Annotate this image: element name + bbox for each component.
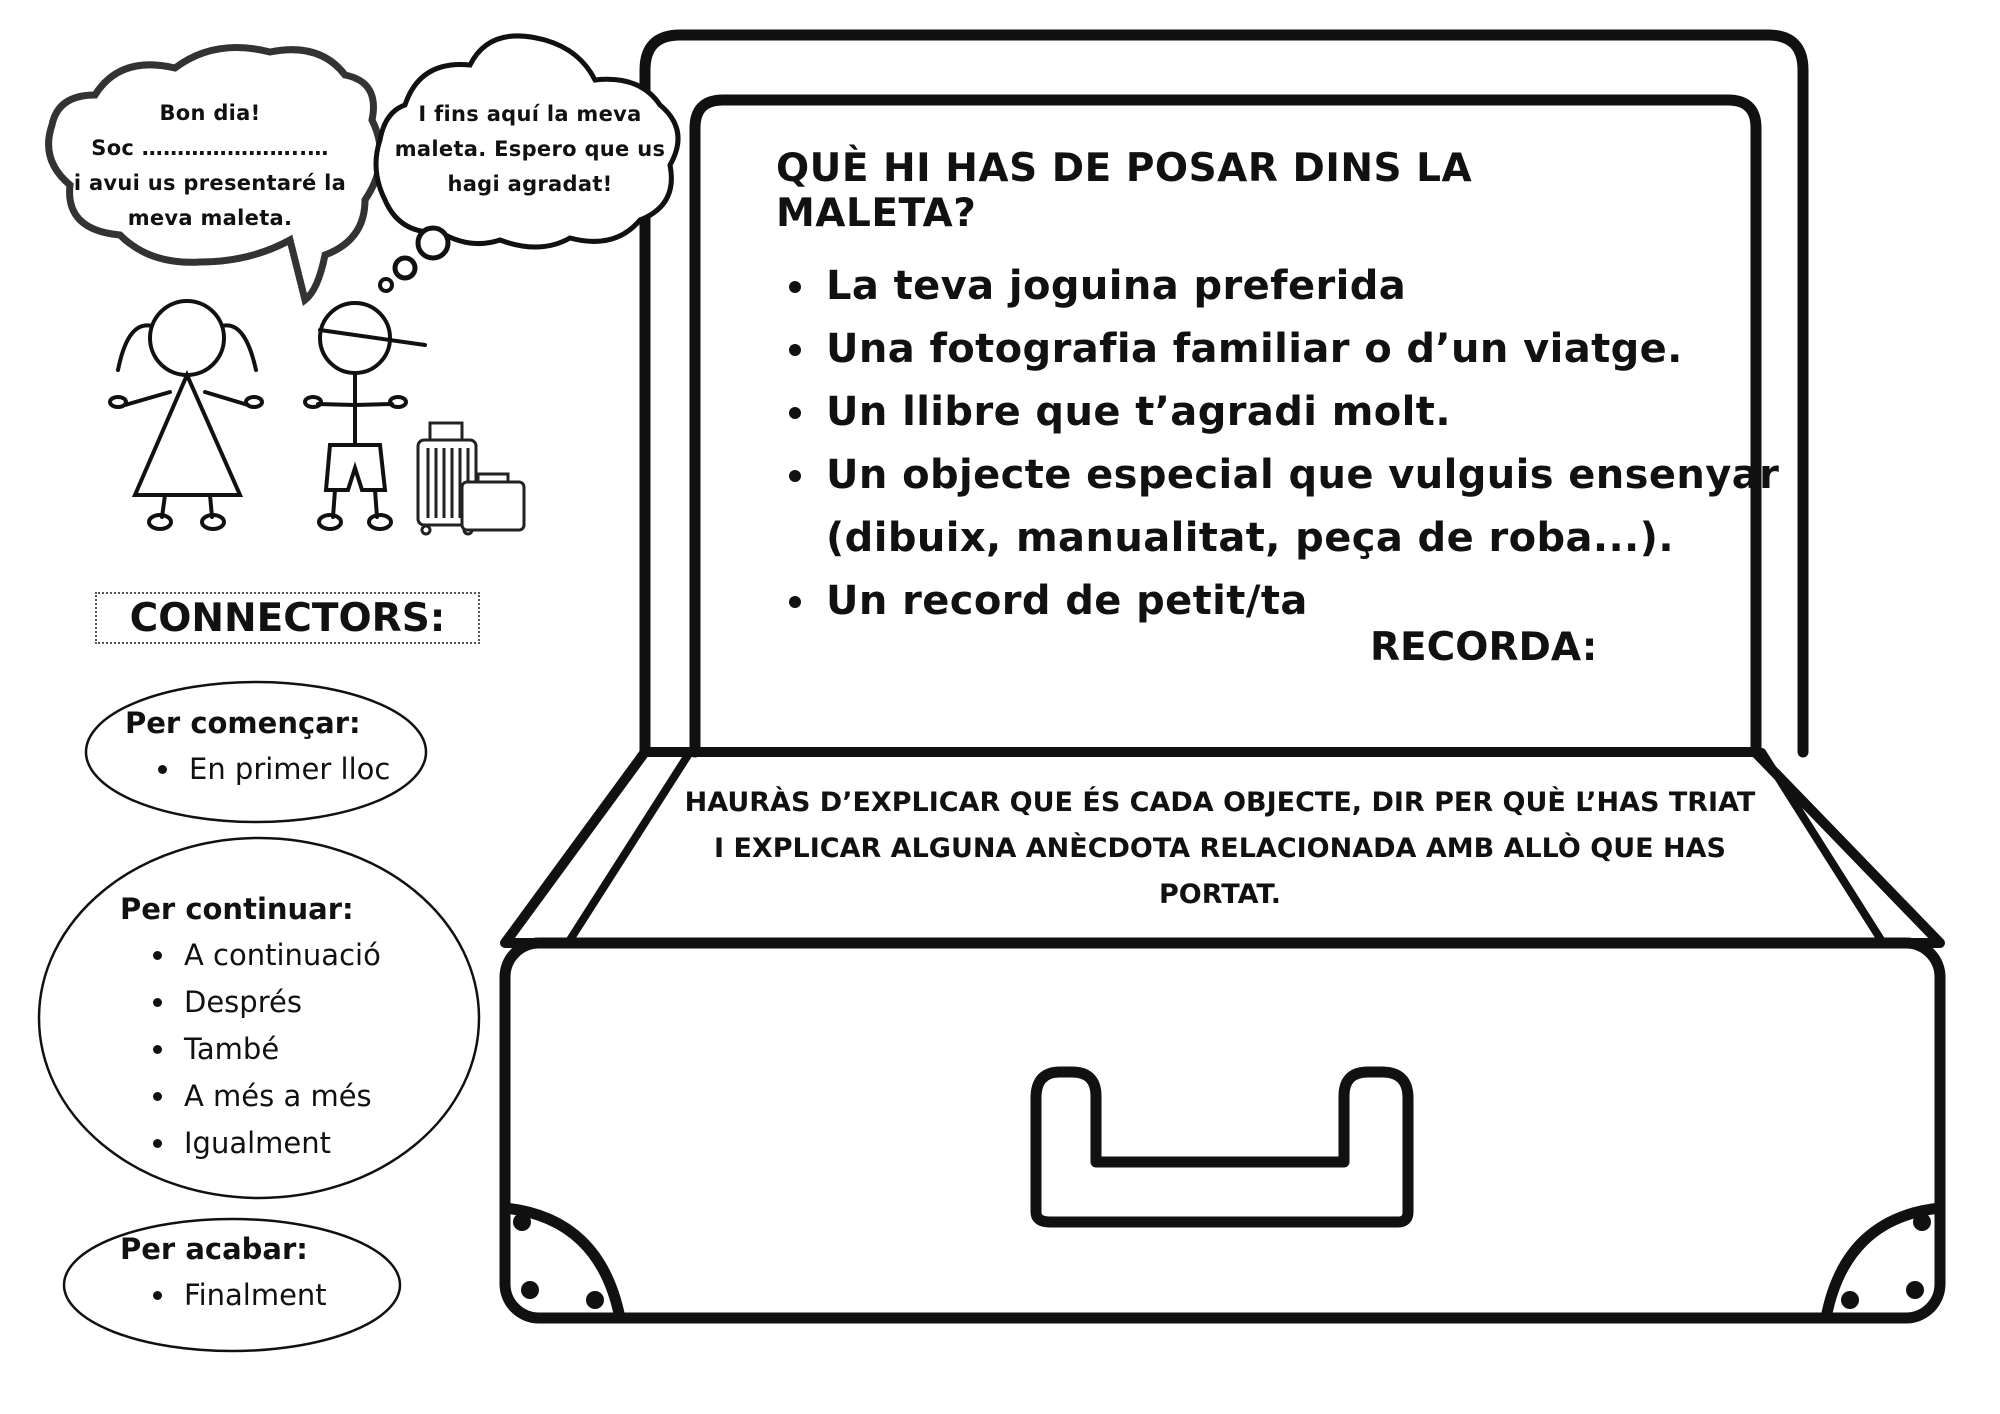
connectors-heading: CONNECTORS: [95, 592, 480, 644]
group-list-end [140, 1272, 327, 1319]
group-list-start [145, 746, 390, 793]
group-heading-start: Per començar: [125, 706, 361, 740]
suitcase-title: QUÈ HI HAS DE POSAR DINS LA MALETA? [776, 146, 1473, 236]
group-heading-end: Per acabar: [120, 1232, 308, 1266]
connector-item: • Després [178, 979, 381, 1026]
list-item: • La teva joguina preferida [820, 255, 1780, 318]
connector-item: • A continuació [178, 932, 381, 979]
suitcase-body [505, 943, 1940, 1318]
speech-bubble-text [65, 96, 355, 236]
item-list [780, 255, 1780, 633]
speech-line: Bon dia! [159, 101, 261, 125]
thought-line: hagi agradat! [447, 172, 613, 196]
reminder-label: RECORDA: [1370, 625, 1598, 670]
list-item: • Un llibre que t’agradi molt. [820, 381, 1780, 444]
group-heading-continue: Per continuar: [120, 892, 354, 926]
speech-line: meva maleta. [127, 206, 293, 230]
boy-figure-icon [305, 303, 425, 529]
connector-item: • Igualment [178, 1120, 381, 1167]
suitcase-handle [1036, 1072, 1408, 1222]
speech-line: Soc …………………..… [91, 136, 329, 160]
connector-item: • Finalment [178, 1272, 327, 1319]
group-list-continue [140, 932, 381, 1167]
list-item: • Un objecte especial que vulguis ensenyar (dibuix, manualitat, peça de roba...). [820, 444, 1780, 570]
list-item: • Una fotografia familiar o d’un viatge. [820, 318, 1780, 381]
thought-bubble-text [385, 97, 675, 202]
luggage-icon [418, 423, 524, 534]
reminder-text: HAURÀS D’EXPLICAR QUE ÉS CADA OBJECTE, DIR PER QUÈ L’HAS TRIAT I EXPLICAR ALGUNA ANÈCDOTA RELACIONADA AMB ALLÒ QUE HAS PORTAT. [684, 787, 1756, 910]
connector-item: • També [178, 1026, 381, 1073]
thought-line: I fins aquí la meva [418, 102, 642, 126]
connector-item: • En primer lloc [183, 746, 390, 793]
list-item: • Un record de petit/ta [820, 570, 1780, 633]
girl-figure-icon [110, 301, 262, 529]
thought-line: maleta. Espero que us [394, 137, 666, 161]
connector-item: • A més a més [178, 1073, 381, 1120]
speech-line: i avui us presentaré la [73, 171, 347, 195]
